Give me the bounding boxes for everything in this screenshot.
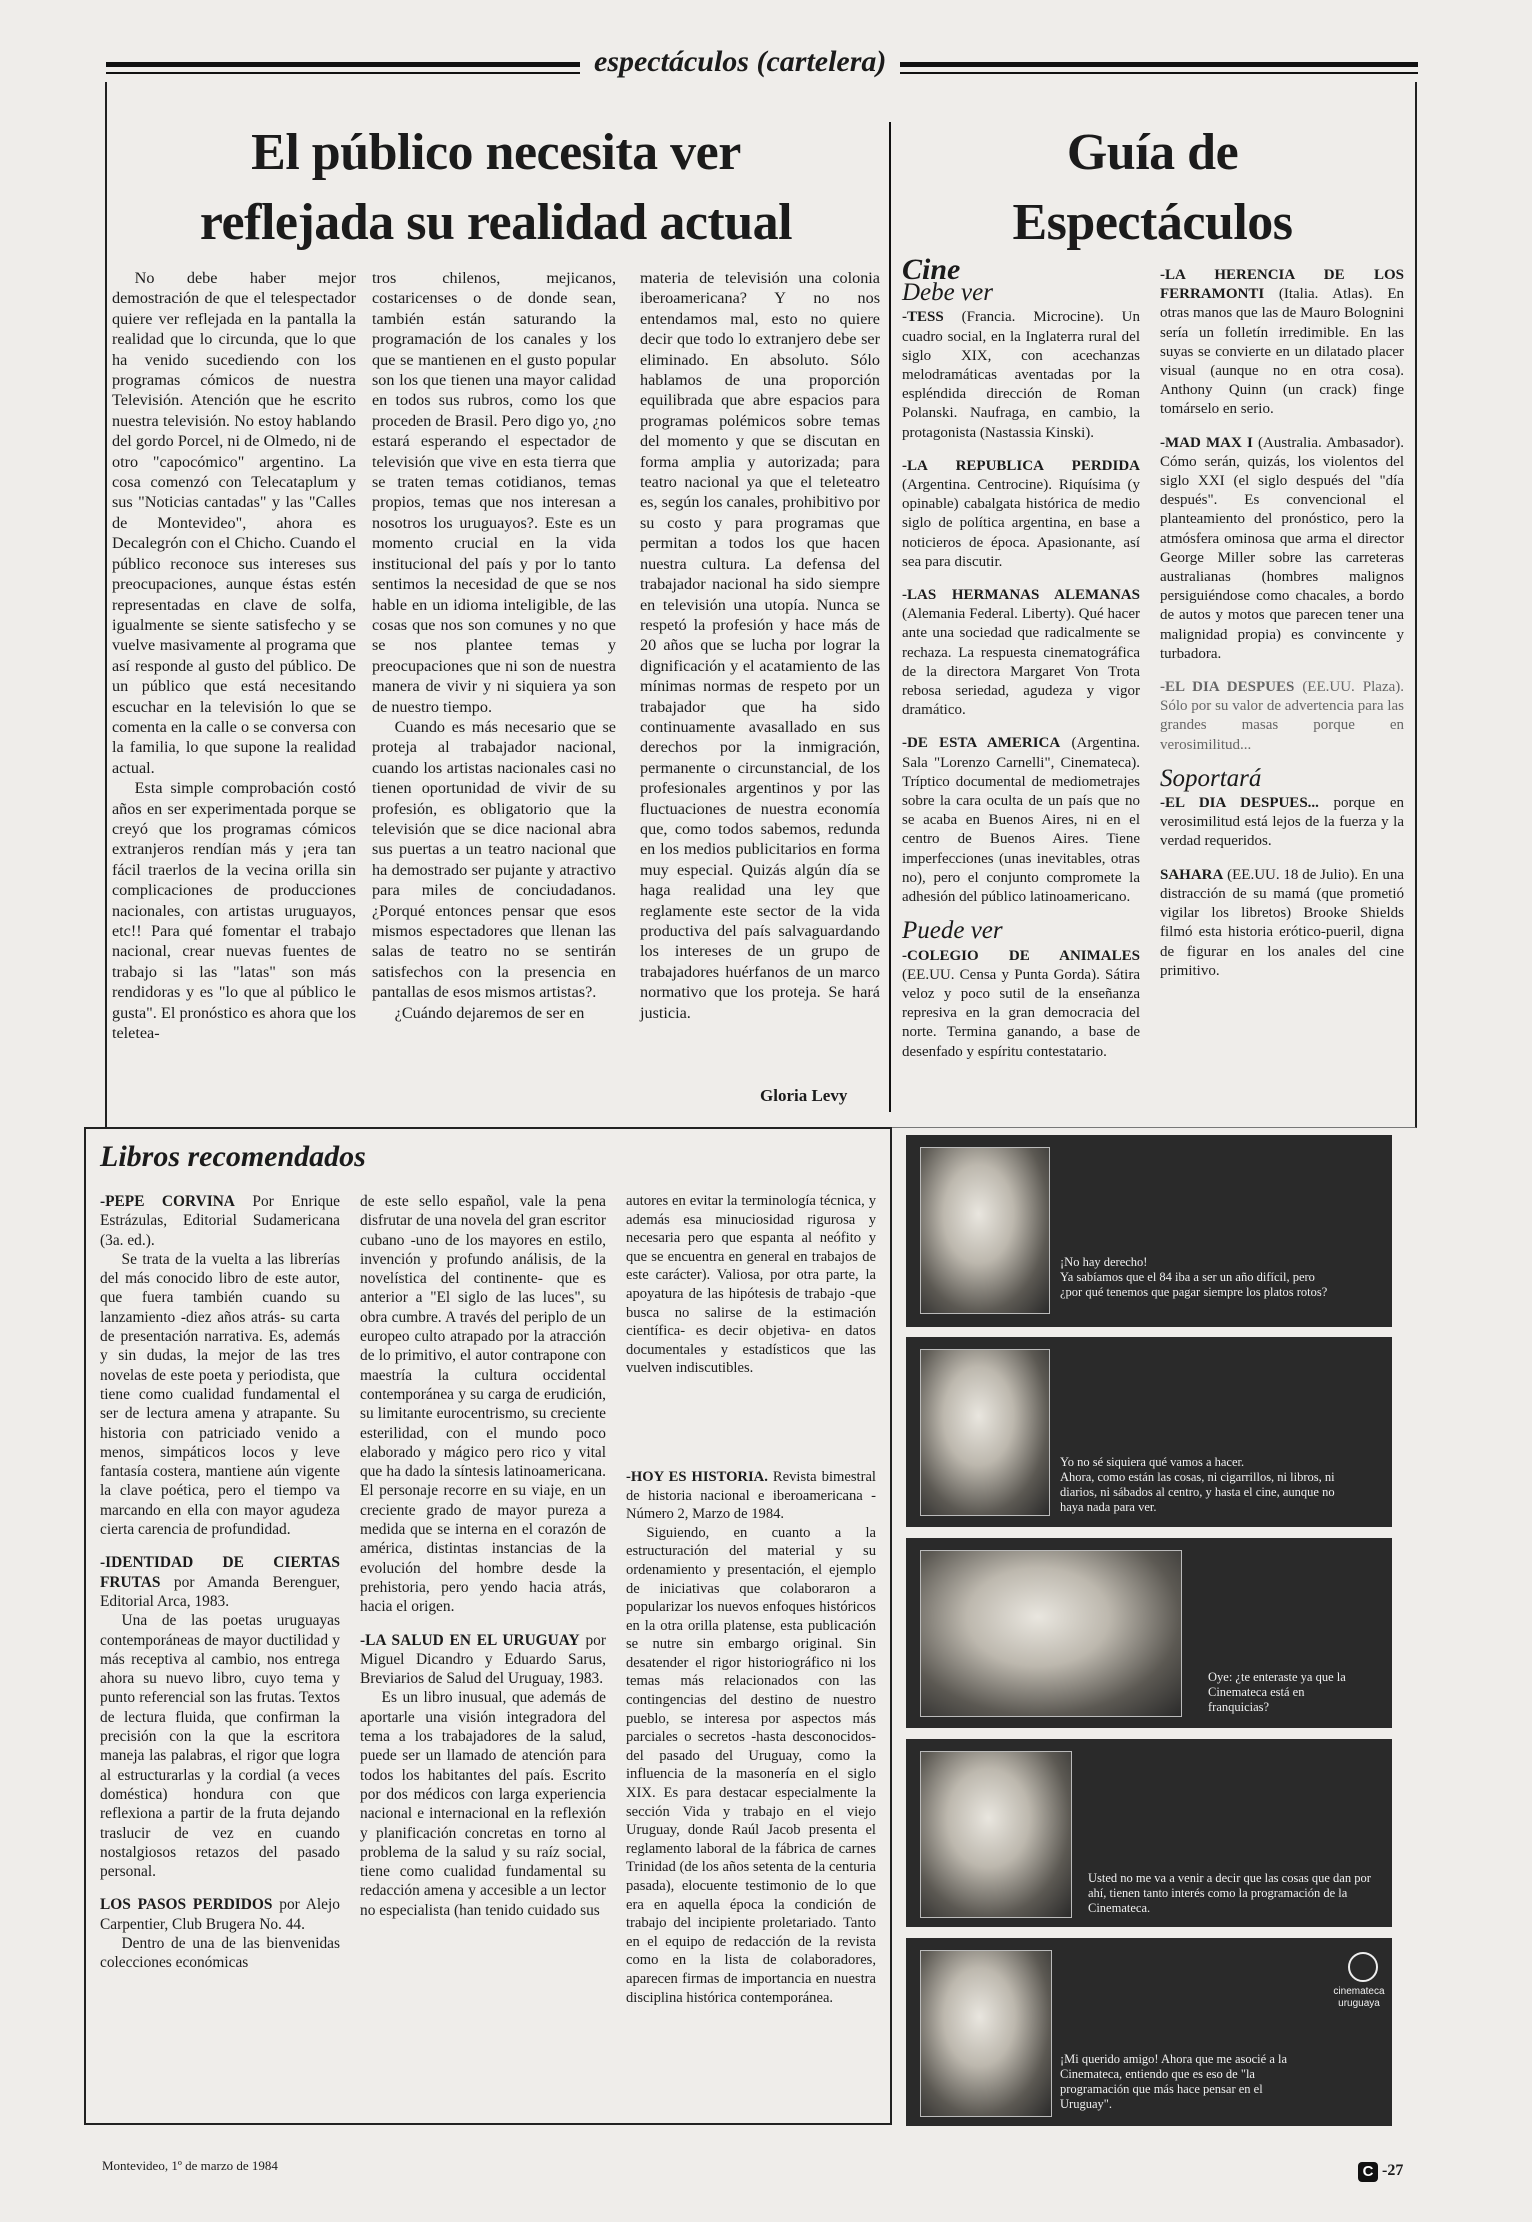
section-banner: espectáculos (cartelera) bbox=[580, 44, 900, 80]
film-entry: SAHARA (EE.UU. 18 de Julio). En una distracción de su mamá (que prometió vigilar los libretos) Brooke Shields filmó esta historia erótico-pueril, digna de figurar en los anales del cine primitivo. bbox=[1160, 866, 1404, 979]
film-entry: -EL DIA DESPUES... porque en verosimilitud está lejos de la fuerza y la verdad requeridos. bbox=[1160, 795, 1404, 850]
film-entry: -COLEGIO DE ANIMALES (EE.UU. Censa y Punta Gorda). Sátira veloz y poco sutil de la enseñanza represiva en la gran democracia del norte. Termina ganando, a base de desenfado y espíritu contestatario. bbox=[902, 947, 1140, 1060]
film-entry: -LA REPUBLICA PERDIDA (Argentina. Centrocine). Riquísima (y opinable) cabalgata histórica de medio siglo de política argentina, en base a noticieros de época. Apasionante, así sea para discutir. bbox=[902, 457, 1140, 570]
ad-caption: ¡No hay derecho! Ya sabíamos que el 84 iba a ser un año difícil, pero ¿por qué tenemos que pagar siempre los platos rotos? bbox=[1060, 1255, 1328, 1299]
book-review: Dentro de una de las bienvenidas colecciones económicas bbox=[100, 1934, 340, 1972]
article-paragraph: materia de televisión una colonia iberoamericana? Y no nos entendamos mal, esto no quiere decir que todo lo extranjero debe ser eliminado. En absoluto. Sólo hablamos de una proporción equilibrada que abre espacios para programas polémicos sobre temas del momento y que se discutan en forma amplia y autorizada; para teatro nacional ya que el teleteatro es, según los canales, prohibitivo por su costo y para programas que permitan a todos los que hacen nuestra cultura. La defensa del trabajador nacional ha sido siempre en televisión una utopía. Nunca se respetó la profesión y hace más de 20 años que se lucha por lograr la dignificación y el acatamiento de las mínimas normas de respeto por un trabajador que ha sido continuamente avasallado en sus derechos por la inmigración, permanente o circunstancial, de los profesionales argentinos y por las fluctuaciones de nuestra economía que, como todos sabemos, redunda en los medios publicitarios en forma muy especial. Quizás algún día se haga realidad una ley que reglamente este sector de la vida productiva del país salvaguardando los intereses de un grupo de trabajadores huérfanos de un marco normativo que los proteja. Se hará justicia. bbox=[640, 269, 880, 1022]
footer-date: Montevideo, 1º de marzo de 1984 bbox=[102, 2158, 278, 2173]
headline-line-2: reflejada su realidad actual bbox=[199, 194, 793, 251]
film-entry: -EL DIA DESPUES (EE.UU. Plaza). Sólo por su valor de advertencia para las grandes masas porque en verosimilitud... bbox=[1160, 679, 1405, 753]
soportara-label: Soportará bbox=[1160, 764, 1262, 792]
ad-panel-1 bbox=[906, 1135, 1392, 1327]
ad-panel-5 bbox=[906, 1938, 1392, 2126]
puede-ver-label: Puede ver bbox=[902, 917, 1003, 945]
article-paragraph: Cuando es más necesario que se proteja al trabajador nacional, cuando los artistas nacionales casi no tienen oportunidad de vivir de su profesión, es obligatorio que la televisión que se dice nacional abra sus puertas a un teatro nacional que ha demostrado ser pujante y atractivo para miles de conciudadanos. ¿Porqué entonces pensar que esos mismos espectadores que llenan las salas de teatro no se sentirán satisfechos con la presencia en pantallas de esos mismos artistas?. bbox=[372, 717, 616, 1002]
ad-caption: Oye: ¿te enteraste ya que la Cinemateca está en franquicias? bbox=[1208, 1670, 1346, 1714]
guide-headline-line-2: Espectáculos bbox=[1012, 194, 1293, 251]
page-number: -27 bbox=[1382, 2162, 1404, 2179]
guide-headline-line-1: Guía de bbox=[1066, 124, 1239, 181]
article-paragraph: tros chilenos, mejicanos, costaricenses o de donde sean, también están saturando la programación de los canales y los que se mantienen en el gusto popular son los que tienen una mayor calidad en todos sus rubros, como los que proceden de Brasil. Pero digo yo, ¿no estará esperando el espectador de televisión que vive en esta tierra que se traten temas cotidianos, temas propios, temas que nos interesan a nosotros los uruguayos?. Este es un momento crucial en la vida institucional del país y por lo tanto sentimos la necesidad de que se nos hable en un idioma inteligible, de las cosas que nos son comunes y no que se nos plantee temas y preocupaciones que ni son de nuestra manera de vivir y ni siquiera ya son de nuestro tiempo. bbox=[372, 269, 616, 716]
ad-panel-4 bbox=[906, 1739, 1392, 1927]
column-divider bbox=[889, 122, 891, 1112]
book-review: Una de las poetas uruguayas contemporáneas de mayor ductilidad y más receptiva al cambio, nos entrega ahora su nuevo libro, cuyo tema y punto referencial son las frutas. Textos de lectura fluida, que confirman la precisión con la que la escritora maneja las palabras, el rigor que logra al estructurarlas y la cordial (a veces doméstica) hondura con que reflexiona a partir de la fruta dejando traslucir de vez en cuando nostalgiosos retazos del pasado personal. bbox=[100, 1612, 340, 1881]
baby-photo bbox=[920, 1751, 1072, 1918]
headline-line-1: El público necesita ver bbox=[251, 124, 741, 181]
cinemateca-logo-icon bbox=[1348, 1952, 1378, 1982]
ad-caption: Usted no me va a venir a decir que las cosas que dan por ahí, tienen tanto interés como la programación de la Cinemateca. bbox=[1088, 1871, 1371, 1915]
article-column-2 bbox=[372, 268, 616, 1023]
baby-photo bbox=[920, 1950, 1052, 2117]
books-column-2 bbox=[360, 1192, 606, 1934]
book-review: autores en evitar la terminología técnica, y además esa minuciosidad rigurosa y necesaria pero que espanta al neófito y que se encuentra en general en trabajos de este carácter). Valiosa, por otra parte, la apoyatura de las hipótesis de trabajo -que busca no salirse de la estimación científica- es decir objetiva- en datos documentales y estadísticos que las vuelven indiscutibles. bbox=[626, 1193, 876, 1377]
books-column-3 bbox=[626, 1192, 876, 2021]
article-headline bbox=[110, 118, 882, 258]
book-entry: -LA SALUD EN EL URUGUAY por Miguel Dicandro y Eduardo Sarus, Breviarios de Salud del Uruguay, 1983. bbox=[360, 1631, 606, 1688]
book-entry: LOS PASOS PERDIDOS por Alejo Carpentier, Club Brugera No. 44. bbox=[100, 1896, 340, 1933]
ad-caption: ¡Mi querido amigo! Ahora que me asocié a la Cinemateca, entiendo que es eso de "la programación que más hace pensar en el Uruguay". bbox=[1060, 2052, 1288, 2111]
book-review: Siguiendo, en cuanto a la estructuración del material y su ordenamiento y presentación, el ejemplo de iniciativas que colaboraron a popularizar los nuevos enfoques históricos en la otra orilla platense, esta publicación se nutre sin embargo original. Sin desatender el rigor historiográfico ni los temas más relacionados con las contingencias del destino de nuestro pueblo, se interesa por aspectos más parciales o secretos -hasta desconocidos- del pasado del Uruguay, como la influencia de la masonería en el siglo XIX. Es para destacar especialmente la sección Vida y trabajo en el viejo Uruguay, donde Raúl Jacob presenta el reglamento laboral de la fábrica de carnes Trinidad (de los años setenta de la centuria pasada), elocuente testimonio de lo que era en aquella época la condición de trabajo del incipiente proletariado. Tanto en el equipo de redacción de la revista como en la lista de colaboradores, aparecen firmas de importancia en nuestra disciplina histórica contemporánea. bbox=[626, 1524, 876, 2006]
film-entry: -DE ESTA AMERICA (Argentina. Sala "Lorenzo Carnelli", Cinemateca). Tríptico documental de mediometrajes sobre la cara oculta de un país que no se acaba en Buenos Aires, ni en el centro de Buenos Aires. Tiene imperfecciones (unas inevitables, otras no), pero el conjunto compromete la adhesión del público latinoamericano. bbox=[902, 735, 1140, 906]
article-paragraph: ¿Cuándo dejaremos de ser en bbox=[394, 1003, 585, 1022]
book-entry: -IDENTIDAD DE CIERTAS FRUTAS por Amanda Berenguer, Editorial Arca, 1983. bbox=[100, 1554, 340, 1610]
baby-photo bbox=[920, 1550, 1182, 1717]
film-entry: -LA HERENCIA DE LOS FERRAMONTI (Italia. Atlas). En otras manos que las de Mauro Bolognini sería un folletín irredimible. En las suyas se convierte en un dilatado placer visual (aunque no en otra cosa). Anthony Quinn (un crack) finge tomárselo en serio. bbox=[1160, 267, 1404, 418]
cine-label: Cine bbox=[902, 253, 961, 286]
guide-headline bbox=[900, 118, 1405, 258]
article-paragraph: Esta simple comprobación costó años en ser experimentada porque se creyó que los programas cómicos extranjeros rendían más y ¡era tan fácil traerlos de la vecina orilla sin complicaciones de producciones nacionales, con artistas uruguayos, etc!! Para qué fomentar el trabajo nacional, crear nuevas fuentes de trabajo si las "latas" son más rendidoras y es "lo que al público le gusta". El pronóstico es ahora que los teletea- bbox=[112, 779, 356, 1043]
ad-caption: Yo no sé siquiera qué vamos a hacer. Ahora, como están las cosas, ni cigarrillos, ni libros, ni diarios, ni sábados al centro, y hasta el cine, aunque no haya nada para ver. bbox=[1060, 1455, 1335, 1514]
book-entry: -HOY ES HISTORIA. Revista bimestral de historia nacional e iberoamericana - Número 2, Marzo de 1984. bbox=[626, 1468, 876, 1523]
byline: Gloria Levy bbox=[760, 1086, 848, 1105]
ad-logo-text: cinemateca uruguaya bbox=[1333, 1986, 1385, 2009]
book-entry: -PEPE CORVINA Por Enrique Estrázulas, Editorial Sudamericana (3a. ed.). bbox=[100, 1193, 340, 1249]
article-column-3 bbox=[640, 268, 880, 1023]
debe-ver-label: Debe ver bbox=[902, 279, 993, 307]
books-heading: Libros recomendados bbox=[100, 1140, 366, 1173]
article-paragraph: No debe haber mejor demostración de que el telespectador quiere ver reflejada en la pantalla la realidad que lo circunda, que lo que ha venido sucediendo con los programas cómicos de nuestra Televisión. Atención que he escrito nuestra televisión. No estoy hablando del gordo Porcel, ni de Olmedo, ni de otro "capocómico" argentino. La cosa comenzó con Telecataplum y sus "Noticias cantadas" y las "Calles de Montevideo", ahora es Decalegrón con el Chicho. Cuando el público reconoce sus intereses sus preocupaciones, aunque éstas estén representadas en clave de solfa, igualmente se siente satisfecho y se vuelve masivamente al programa que así responde al gusto del público. De un público que está necesitando escuchar en la televisión lo que se comenta en la calle o se conversa con la familia, lo que supone la realidad actual. bbox=[112, 269, 356, 777]
film-entry: -MAD MAX I (Australia. Ambasador). Cómo serán, quizás, los violentos del siglo XXI (el siglo después del "día después". Es convencional el planteamiento del pronóstico, pero la atmósfera ominosa que arma el director George Miller sobre las carreteras australianas (hombres malignos persiguiéndose como chacales, a bordo de autos y motos que parecen tener una malignidad propia) es convincente y turbadora. bbox=[1160, 434, 1405, 662]
article-column-1 bbox=[112, 268, 356, 1043]
footer-logo: C bbox=[1358, 2162, 1378, 2182]
guide-column-2 bbox=[1160, 266, 1404, 995]
guide-column-1 bbox=[902, 253, 1140, 1076]
ad-panel-2 bbox=[906, 1337, 1392, 1527]
film-entry: -LAS HERMANAS ALEMANAS (Alemania Federal. Liberty). Qué hacer ante una sociedad que radicalmente se rechaza. La respuesta cinematográfica de la directora Margaret Von Trota rebosa seriedad, agudeza y vigor dramático. bbox=[902, 587, 1140, 719]
book-review: Es un libro inusual, que además de aportarle una visión integradora del tema a los trabajadores de la salud, puede ser un llamado de atención para todos los habitantes del país. Escrito por dos médicos con larga experiencia nacional e internacional en la reflexión y planificación concretas en torno al problema de la salud y su raíz social, tiene como cualidad fundamental su redacción amena y accesible a un lector no especialista (han tenido cuidado sus bbox=[360, 1689, 606, 1919]
baby-photo bbox=[920, 1349, 1050, 1516]
film-entry: -TESS (Francia. Microcine). Un cuadro social, en la Inglaterra rural del siglo XIX, con acechanzas melodramáticas aventadas por la espléndida dirección de Roman Polanski. Naufraga, en cambio, la protagonista (Nastassia Kinski). bbox=[902, 309, 1140, 441]
books-column-1 bbox=[100, 1192, 340, 1987]
ad-panel-3 bbox=[906, 1538, 1392, 1728]
baby-photo bbox=[920, 1147, 1050, 1314]
book-review: Se trata de la vuelta a las librerías del más conocido libro de este autor, que fuera también cuando su lanzamiento -diez años atrás- su carta de presentación narrativa. Es, además y sin dudas, la mejor de las tres novelas de este poeta y periodista, que tiene como cualidad fundamental el ser de lectura amena y atrapante. Su historia con patriciado venido a menos, simpáticos locos y leve fantasía costera, mantiene aún vigente la clave poética, pero el tiempo va marcando en ella con mayor agudeza cierta carencia de profundidad. bbox=[100, 1250, 340, 1539]
book-review: de este sello español, vale la pena disfrutar de una novela del gran escritor cubano -uno de los mayores en estilo, invención y profundo análisis, de la novelística del continente- que es anterior a "El siglo de las luces", su obra cumbre. A través del periplo de un europeo culto atrapado por la atracción de lo primitivo, el autor contrapone con maestría la cultura occidental contemporánea y su carga de erudición, su limitante eurocentrismo, su creciente esterilidad, con el mundo poco elaborado y mágico pero rico y vital que ha dado la síntesis latinoamericana. El personaje recorre en su viaje, en un creciente grado de mayor pureza a medida que se interna en el corazón de américa, distintas instancias de la evolución del hombre desde la prehistoria, pero yendo hacia atrás, hacia el origen. bbox=[360, 1193, 606, 1616]
